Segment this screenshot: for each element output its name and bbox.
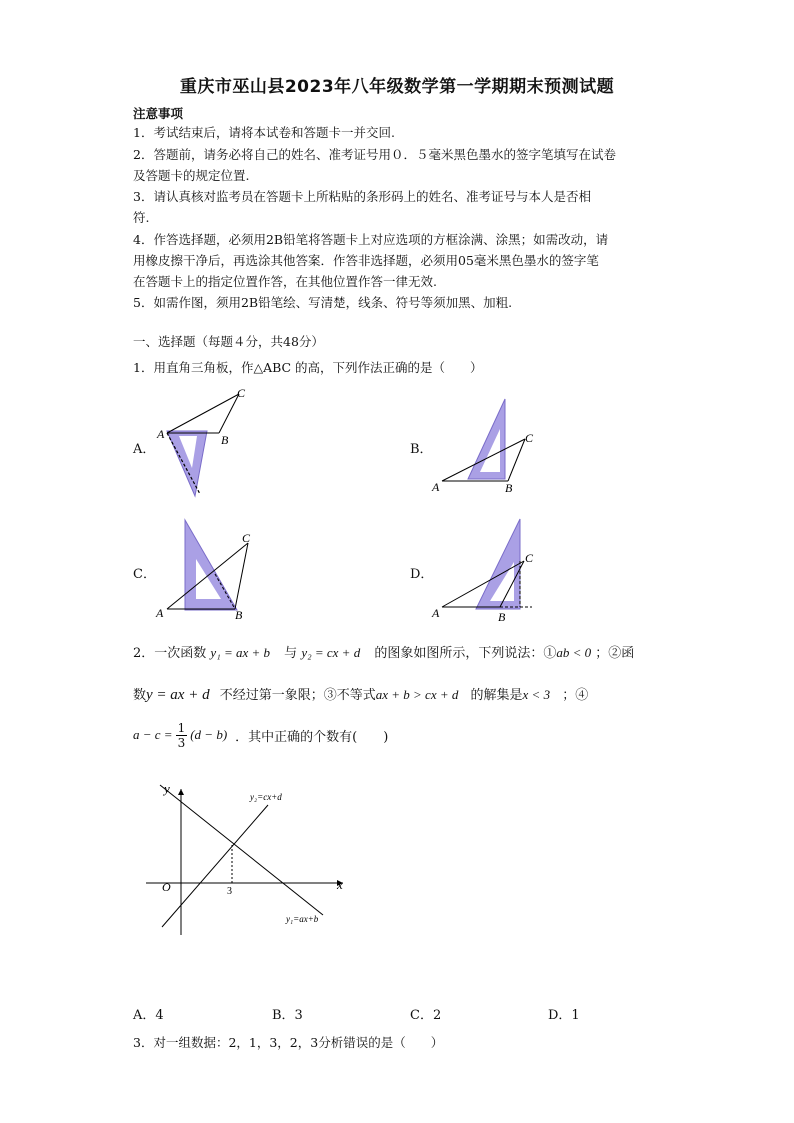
formula-y1: y₁ = ax + b: [210, 645, 271, 660]
label-c: C: [237, 386, 246, 400]
notice-line: 4．作答选择题，必须用2B铅笔将答题卡上对应选项的方框涂满、涂黑；如需改动，请: [133, 232, 609, 247]
text: ．其中正确的个数有( ): [235, 729, 389, 745]
notice-line: 在答题卡上的指定位置作答，在其他位置作答一律无效.: [133, 274, 437, 289]
q2-function-graph: [138, 775, 368, 940]
notice-line: 用橡皮擦干净后，再选涂其他答案．作答非选择题，必须用05毫米黑色墨水的签字笔: [133, 253, 599, 268]
q1-figure-b: [428, 394, 543, 494]
q1-option-c-label: C．: [133, 567, 156, 582]
fraction-denominator: 3: [177, 735, 186, 750]
label-c: C: [242, 531, 251, 545]
label-c: C: [525, 551, 534, 565]
q1-figure-a: [155, 386, 255, 501]
formula-y2: y₂ = cx + d: [301, 645, 361, 660]
notice-heading: 注意事项: [133, 106, 184, 121]
fraction: [176, 721, 188, 750]
notice-line: 5．如需作图，须用2B铅笔绘、写清楚，线条、符号等须加黑、加粗.: [133, 295, 513, 310]
x-axis-label: x: [337, 877, 343, 892]
label-a: A: [432, 480, 440, 494]
origin-label: O: [162, 880, 171, 894]
y1-label: y₁=ax+b: [286, 914, 319, 924]
q1-option-b-label: B．: [410, 442, 433, 457]
formula-stmt4-right: (d − b): [190, 727, 228, 742]
q1-option-a-label: A．: [133, 442, 156, 457]
label-b: B: [221, 433, 229, 447]
q1-figure-d: [428, 517, 543, 625]
formula-stmt2: y = ax + d: [146, 687, 210, 703]
text: 与: [284, 646, 298, 661]
q2-option-d: D．1: [548, 1008, 580, 1023]
notice-line: 符.: [133, 210, 150, 225]
label-c: C: [525, 431, 534, 445]
line-y2: [162, 805, 268, 927]
x-tick-label: 3: [227, 886, 232, 897]
notice-line: 2．答题前，请务必将自己的姓名、准考证号用０．５毫米黑色墨水的签字笔填写在试卷: [133, 147, 616, 162]
text: 不经过第一象限；③不等式: [219, 688, 376, 703]
formula-stmt1: ab < 0: [556, 645, 592, 660]
label-a: A: [432, 606, 440, 620]
q2-option-c: C．2: [410, 1008, 442, 1023]
notice-line: 3．请认真核对监考员在答题卡上所粘贴的条形码上的姓名、准考证号与本人是否相: [133, 189, 591, 204]
formula-stmt3-sol: x < 3: [522, 687, 551, 702]
notice-line: 1．考试结束后，请将本试卷和答题卡一并交回.: [133, 125, 395, 140]
text: 的图象如图所示，下列说法：①: [374, 646, 557, 661]
question-3-stem: 3．对一组数据：2，1，3，2，3分析错误的是（ ）: [133, 1035, 444, 1050]
question-1-stem: 1．用直角三角板，作△ABC 的高，下列作法正确的是（ ）: [133, 360, 483, 375]
section-heading: 一、选择题（每题４分，共48分）: [133, 334, 324, 349]
fraction-numerator: 1: [177, 720, 186, 735]
y2-label: y₂=cx+d: [250, 792, 282, 802]
label-b: B: [235, 608, 243, 622]
text: ；②函: [595, 646, 635, 661]
formula-stmt3-ineq: ax + b > cx + d: [375, 687, 459, 702]
text: 2．一次函数: [133, 646, 207, 661]
notice-line: 及答题卡的规定位置.: [133, 168, 250, 183]
line-y1: [160, 785, 323, 915]
q2-option-b: B．3: [272, 1008, 303, 1023]
text: 的解集是: [470, 688, 523, 703]
y-axis-label: y: [164, 781, 170, 796]
page-title: 重庆市巫山县2023年八年级数学第一学期期末预测试题: [179, 77, 615, 97]
q2-option-a: A．4: [133, 1008, 164, 1023]
text: ；④: [562, 688, 589, 703]
q1-figure-c: [155, 517, 265, 622]
text: 数: [133, 688, 147, 703]
question-2-line-2: [133, 687, 588, 704]
formula-stmt4-left: a − c =: [133, 727, 173, 742]
question-2-line-3: [133, 718, 388, 752]
label-a: A: [156, 606, 164, 620]
label-a: A: [157, 427, 165, 441]
q1-option-d-label: D．: [410, 567, 434, 582]
label-b: B: [498, 610, 506, 624]
label-b: B: [505, 481, 513, 494]
question-2-line-1: [133, 645, 634, 662]
